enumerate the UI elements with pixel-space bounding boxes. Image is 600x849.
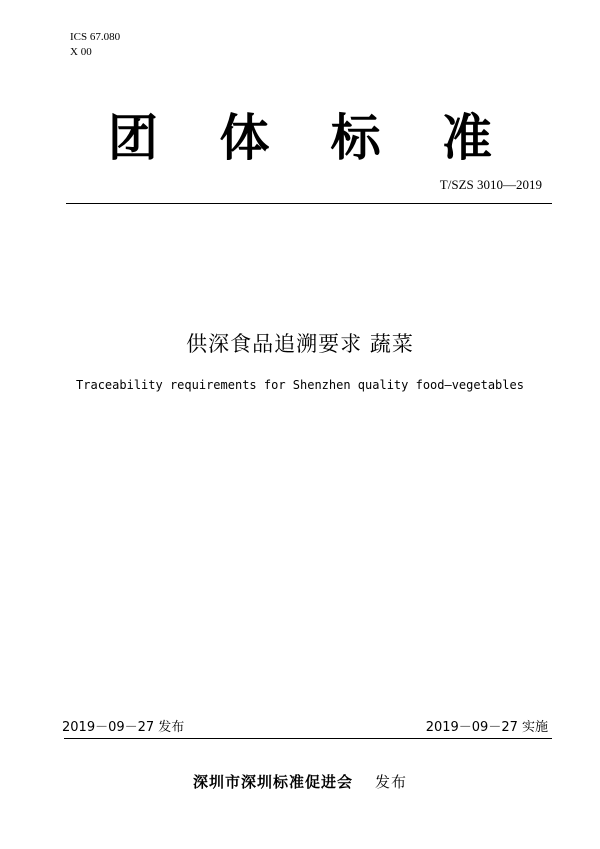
document-title-cn: 供深食品追溯要求 蔬菜 [186, 332, 414, 356]
publisher-organization: 深圳市深圳标准促进会 [192, 773, 353, 791]
ccs-code: X 00 [70, 46, 92, 58]
standard-type-title [60, 108, 540, 168]
publisher-action: 发布 [375, 773, 408, 791]
ics-code: ICS 67.080 [70, 31, 121, 43]
standard-number: T/SZS 3010—2019 [439, 177, 542, 192]
implementation-date: 2019－09－27 实施 [425, 720, 548, 735]
top-divider [66, 203, 552, 204]
bottom-divider [64, 738, 552, 739]
title-char: 准 [441, 109, 492, 167]
release-date: 2019－09－27 发布 [62, 720, 185, 735]
classification-codes [70, 30, 120, 60]
publisher-line [0, 771, 600, 792]
title-char: 体 [219, 109, 270, 167]
title-char: 标 [330, 109, 381, 167]
document-title-en: Traceability requirements for Shenzhen quality food—vegetables [76, 378, 524, 392]
title-char: 团 [108, 109, 158, 167]
